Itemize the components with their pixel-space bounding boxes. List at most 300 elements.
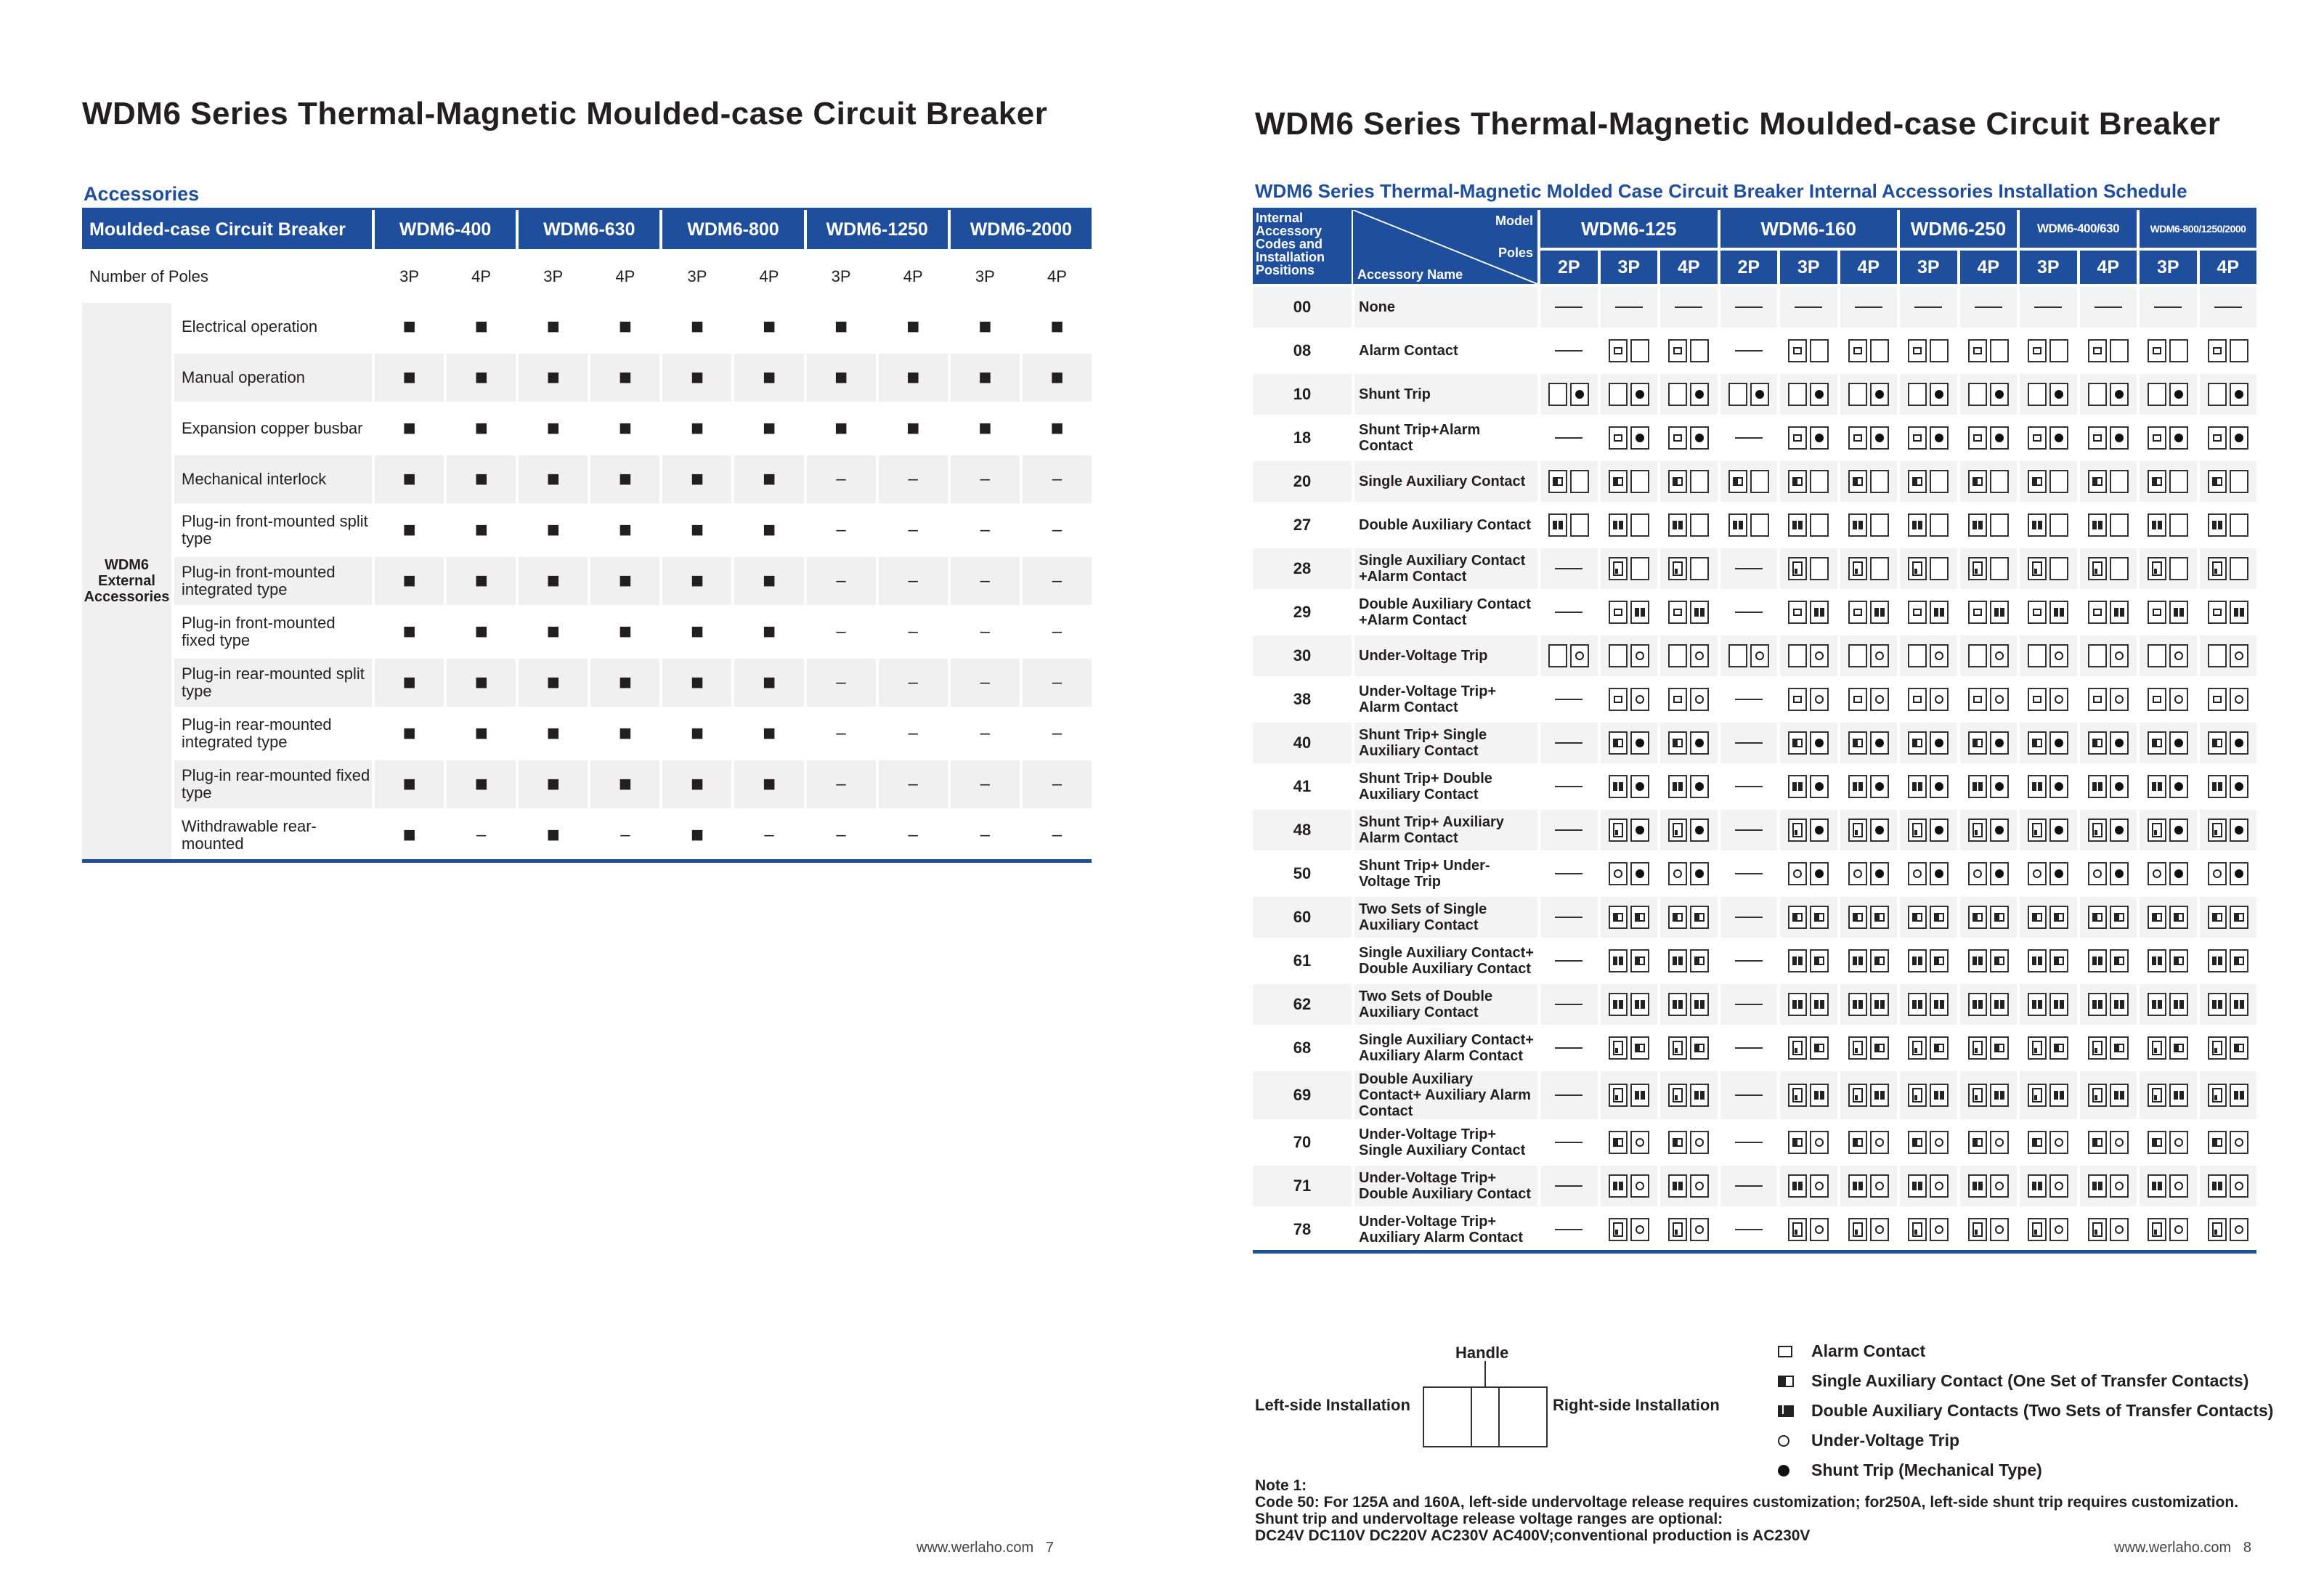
installation-cell [2017,850,2077,894]
left-slot [1908,906,1927,929]
installation-cell [1537,284,1598,328]
uvt-icon [2174,695,2183,704]
not-applicable-dash [1555,1142,1582,1143]
left-slot [2148,993,2166,1016]
left-slot [1668,688,1687,711]
accessory-slot-pair [1968,862,2009,885]
installation-cell [2017,284,2077,328]
installation-cell [1598,1068,1658,1119]
right-slot [2049,731,2068,755]
accessory-slot-pair [1848,1036,1889,1060]
accessory-slot-pair [1908,731,1949,755]
available-mark: ■ [690,670,704,694]
page-number: 8 [2243,1540,2251,1556]
alarm-aux-icon [1853,1222,1863,1237]
installation-cell [2197,589,2257,633]
accessory-slot-pair [2148,862,2188,885]
table-row [1253,589,2256,633]
installation-cell [2077,502,2137,545]
accessory-slot-pair [1548,513,1589,537]
right-slot [1870,513,1889,537]
alarm-aux-icon [1853,561,1863,576]
left-slot [1788,688,1807,711]
alarm-aux-icon [1912,1222,1922,1237]
right-slot [1750,470,1769,493]
accessory-slot-pair [1728,513,1769,537]
alarm-aux-icon [2152,1222,2162,1237]
right-slot [2230,906,2248,929]
right-slot [2049,1084,2068,1107]
installation-cell [2197,1206,2257,1250]
uvt-icon [1695,651,1704,660]
not-applicable-dash [1555,786,1582,787]
installation-cell [1537,894,1598,938]
double-aux-icon [1792,1000,1803,1009]
double-aux-icon [2092,521,2102,529]
table-row [1253,1163,2256,1206]
availability-cell [1020,452,1092,503]
installation-cell [1897,545,1957,589]
single-aux-icon [1874,956,1885,965]
left-slot [2208,688,2227,711]
left-slot [1968,426,1987,450]
installation-cell [1777,415,1837,458]
left-slot [1788,557,1807,580]
right-slot [2169,513,2188,537]
double-aux-icon [1792,782,1803,791]
uvt-icon [2055,651,2063,660]
accessory-slot-pair [1788,775,1829,798]
single-aux-icon [1853,739,1863,747]
available-mark: ■ [978,314,992,338]
right-slot [1990,383,2009,406]
pole-header: 3P [1777,251,1837,284]
alarm-aux-icon [2032,1041,2042,1055]
accessory-slot-pair [1968,949,2009,972]
accessory-slot-pair [1609,862,1649,885]
accessory-slot-pair [1908,688,1949,711]
accessory-slot-pair [2028,1131,2068,1154]
availability-cell [804,452,876,503]
left-slot [1668,819,1687,842]
availability-cell [731,300,803,351]
left-slot [1908,426,1927,450]
alarm-icon [1913,696,1922,703]
availability-cell [659,707,731,757]
single-aux-icon [1792,913,1803,922]
installation-cell [1957,1025,2018,1068]
installation-cell [1657,1119,1718,1163]
left-slot [2148,470,2166,493]
installation-cell [1957,1119,2018,1163]
accessory-slot-pair [1848,993,1889,1016]
left-slot [2028,906,2047,929]
right-slot [2230,426,2248,450]
right-slot [1690,731,1709,755]
installation-cell [1598,850,1658,894]
availability-cell [516,757,588,808]
accessory-slot-pair [2088,339,2129,362]
installation-cell [1598,938,1658,981]
installation-cell [1537,1119,1598,1163]
installation-cell [1897,1119,1957,1163]
alarm-icon [2093,347,2102,354]
installation-cell [1777,1025,1837,1068]
left-slot [1609,339,1628,362]
left-slot [2148,949,2166,972]
unavailable-mark: – [1052,723,1063,743]
unavailable-mark: – [980,774,990,794]
right-slot [2169,862,2188,885]
accessory-slot-pair [2208,819,2248,842]
right-slot [2049,426,2068,450]
accessory-slot-pair [1968,775,2009,798]
installation-cell [2077,981,2137,1025]
accessory-code: 10 [1253,371,1352,415]
accessory-slot-pair [1968,688,2009,711]
unavailable-mark: – [476,825,487,845]
uvt-icon [2033,869,2041,878]
not-applicable-dash [1555,873,1582,874]
accessory-name: Shunt Trip+Alarm Contact [1352,415,1537,458]
installation-cell [1777,807,1837,850]
alarm-aux-icon [1613,1041,1623,1055]
single-aux-icon [2212,913,2222,922]
right-slot [2169,993,2188,1016]
right-slot [2049,644,2068,667]
alarm-icon [1973,434,1982,442]
installation-cell [1598,981,1658,1025]
right-slot [2169,775,2188,798]
availability-cell [731,351,803,402]
right-slot [1870,1084,1889,1107]
double-aux-icon [1792,1182,1803,1190]
alarm-aux-icon [1912,1088,1922,1102]
accessory-slot-pair [2088,1174,2129,1198]
accessory-slot-pair [1788,557,1829,580]
accessory-code: 38 [1253,676,1352,720]
double-aux-icon [1635,608,1645,617]
right-slot [1990,775,2009,798]
right-slot [1810,688,1829,711]
right-slot [1630,862,1649,885]
installation-cell [2197,807,2257,850]
not-applicable-dash [1555,350,1582,352]
right-slot [2110,557,2129,580]
not-applicable-dash [1735,1094,1763,1096]
double-aux-icon [1814,608,1824,617]
shunt-icon [2055,739,2063,747]
accessory-slot-pair [1908,557,1949,580]
accessory-name: Two Sets of Double Auxiliary Contact [1352,981,1537,1025]
installation-cell [2077,938,2137,981]
alarm-aux-icon [2092,1041,2102,1055]
single-aux-icon [1994,1044,2004,1052]
availability-cell [1020,351,1092,402]
handle-label: Handle [1455,1344,1509,1362]
accessory-slot-pair [1609,470,1649,493]
installation-cell [2017,894,2077,938]
double-aux-icon [2174,608,2184,617]
right-slot [2230,383,2248,406]
available-mark: ■ [546,721,560,745]
right-slot [1870,1036,1889,1060]
availability-cell [804,554,876,605]
availability-cell [804,351,876,402]
left-slot [2208,1036,2227,1060]
left-slot [1668,993,1687,1016]
alarm-icon [1614,347,1622,354]
right-slot [2230,949,2248,972]
unavailable-mark: – [836,774,846,794]
left-slot [1908,1036,1927,1060]
installation-cell [2137,284,2197,328]
right-slot [2049,1174,2068,1198]
right-slot [1570,513,1589,537]
alarm-aux-icon [1972,823,1983,837]
unavailable-mark: – [1052,774,1063,794]
left-slot [2028,601,2047,624]
availability-cell [659,452,731,503]
installation-cell [1718,633,1778,676]
installation-cell [2077,328,2137,371]
note-title: Note 1: [1255,1477,1307,1494]
installation-cell [1598,1206,1658,1250]
shunt-icon [1636,826,1644,834]
left-slot [2148,1036,2166,1060]
single-aux-icon [1814,1044,1824,1052]
not-applicable-dash [1555,829,1582,831]
installation-cell [1957,1163,2018,1206]
left-slot [1668,557,1687,580]
installation-cell [1957,850,2018,894]
installation-cell [1657,763,1718,807]
unavailable-mark: – [908,673,918,692]
alarm-aux-icon [1792,1222,1803,1237]
right-slot [1930,862,1949,885]
installation-cell [1837,763,1898,807]
pole-header: 4P [2197,251,2257,284]
right-slot [1810,557,1829,580]
availability-cell [804,402,876,452]
accessory-name: Under-Voltage Trip+ Auxiliary Alarm Contact [1352,1206,1537,1250]
alarm-aux-icon [2032,1088,2042,1102]
right-slot [2230,1036,2248,1060]
right-slot [1930,993,1949,1016]
right-slot [1810,601,1829,624]
right-slot [1810,1084,1829,1107]
available-mark: ■ [402,670,416,694]
accessory-slot-pair [1609,383,1649,406]
available-mark: ■ [474,772,488,796]
installation-cell [1718,545,1778,589]
double-aux-icon [1814,1000,1824,1009]
accessory-slot-pair [1968,1084,2009,1107]
available-mark: ■ [474,365,488,389]
left-slot [1548,644,1567,667]
accessory-slot-pair [1788,1036,1829,1060]
right-slot [2049,688,2068,711]
accessory-slot-pair [1788,1084,1829,1107]
installation-cell [1598,458,1658,502]
shunt-icon [1815,826,1824,834]
right-slot [1570,383,1589,406]
accessory-slot-pair [2148,1084,2188,1107]
left-slot [2088,906,2107,929]
accessory-name: Mechanical interlock [171,452,372,503]
installation-cell [2197,633,2257,676]
installation-cell [2137,458,2197,502]
right-slot [2049,513,2068,537]
installation-cell [1537,633,1598,676]
installation-cell [2197,676,2257,720]
shunt-icon [2235,390,2243,399]
installation-cell [2137,981,2197,1025]
right-slot [1630,1131,1649,1154]
single-aux-icon [2174,956,2184,965]
alarm-icon [1614,696,1622,703]
unavailable-mark: – [908,520,918,540]
availability-cell [444,452,516,503]
accessory-slot-pair [2148,775,2188,798]
installation-cell [1657,284,1718,328]
right-slot [2169,339,2188,362]
uvt-icon [1815,1225,1824,1234]
single-aux-icon [2092,1138,2102,1147]
single-aux-icon [1673,1138,1683,1147]
shunt-icon [2174,739,2183,747]
alarm-icon [1913,347,1922,354]
table-row [1253,502,2256,545]
installation-cell [1957,807,2018,850]
left-slot [1668,644,1687,667]
accessory-name: Plug-in rear-mounted integrated type [171,707,372,757]
right-slot [2230,644,2248,667]
alarm-aux-icon [1673,1088,1683,1102]
availability-cell [876,707,948,757]
right-slot [1690,644,1709,667]
left-slot [1968,906,1987,929]
accessory-name: Shunt Trip+ Double Auxiliary Contact [1352,763,1537,807]
installation-cell [1837,1119,1898,1163]
accessory-slot-pair [1788,1174,1829,1198]
unavailable-mark: – [980,571,990,590]
right-slot [2169,1174,2188,1198]
right-slot [2049,862,2068,885]
shunt-icon [1935,390,1943,399]
installation-cell [1837,502,1898,545]
accessory-slot-pair [1609,601,1649,624]
not-applicable-dash [2154,306,2182,308]
not-applicable-dash [1735,786,1763,787]
available-mark: ■ [474,620,488,643]
unavailable-mark: – [836,622,846,641]
accessory-slot-pair [1668,470,1709,493]
uvt-icon [1935,1225,1943,1234]
available-mark: ■ [1050,416,1064,440]
installation-cell [2077,1206,2137,1250]
accessory-slot-pair [1668,819,1709,842]
accessory-name: Under-Voltage Trip+ Single Auxiliary Contact [1352,1119,1537,1163]
accessory-code: 28 [1253,545,1352,589]
left-slot [1788,383,1807,406]
right-slot [2230,775,2248,798]
table-row [1253,1119,2256,1163]
right-slot [1690,949,1709,972]
right-slot [2169,601,2188,624]
shunt-icon [1695,390,1704,399]
right-slot [1690,1036,1709,1060]
installation-cell [1957,284,2018,328]
installation-cell [1718,1068,1778,1119]
left-slot [1908,383,1927,406]
uvt-icon [1995,1225,2004,1234]
table-row [82,808,1092,859]
availability-cell [372,351,444,402]
right-slot [1990,339,2009,362]
right-slot [2230,819,2248,842]
model-header: WDM6-160 [1718,210,1898,251]
installation-cell [1718,676,1778,720]
right-slot [2110,731,2129,755]
single-aux-icon [1613,477,1623,486]
installation-cell [1537,981,1598,1025]
left-slot [1609,1174,1628,1198]
unavailable-mark: – [1052,520,1063,540]
left-slot [2028,1218,2047,1241]
accessory-slot-pair [2088,993,2129,1016]
left-slot [1908,949,1927,972]
left-slot [1968,731,1987,755]
left-slot [1788,819,1807,842]
left-slot [2088,557,2107,580]
accessory-slot-pair [1668,1218,1709,1241]
accessory-code: 61 [1253,938,1352,981]
accessory-slot-pair [1908,775,1949,798]
installation-cell [2077,763,2137,807]
installation-cell [1897,981,1957,1025]
accessory-name: Under-Voltage Trip [1352,633,1537,676]
right-slot [1690,775,1709,798]
accessory-slot-pair [1908,339,1949,362]
alarm-aux-icon [1673,1041,1683,1055]
installation-cell [2077,1068,2137,1119]
double-aux-icon [2092,782,2102,791]
left-slot [1609,1131,1628,1154]
installation-cell [1777,545,1837,589]
availability-cell [1020,503,1092,554]
single-aux-icon [1912,913,1922,922]
installation-cell [1537,458,1598,502]
double-aux-icon [1613,1182,1623,1190]
installation-cell [1537,850,1598,894]
right-slot [1690,426,1709,450]
right-slot [1810,383,1829,406]
installation-cell [1837,633,1898,676]
uvt-icon [2115,651,2124,660]
installation-cell [1897,589,1957,633]
accessory-slot-pair [2208,1084,2248,1107]
accessory-name: Double Auxiliary Contact +Alarm Contact [1352,589,1537,633]
right-slot [1690,383,1709,406]
installation-cell [1897,284,1957,328]
right-slot [1690,1084,1709,1107]
uvt-icon [1875,651,1884,660]
accessory-name: Alarm Contact [1352,328,1537,371]
right-slot [2230,1084,2248,1107]
single-aux-icon [2212,739,2222,747]
not-applicable-dash [1555,742,1582,744]
